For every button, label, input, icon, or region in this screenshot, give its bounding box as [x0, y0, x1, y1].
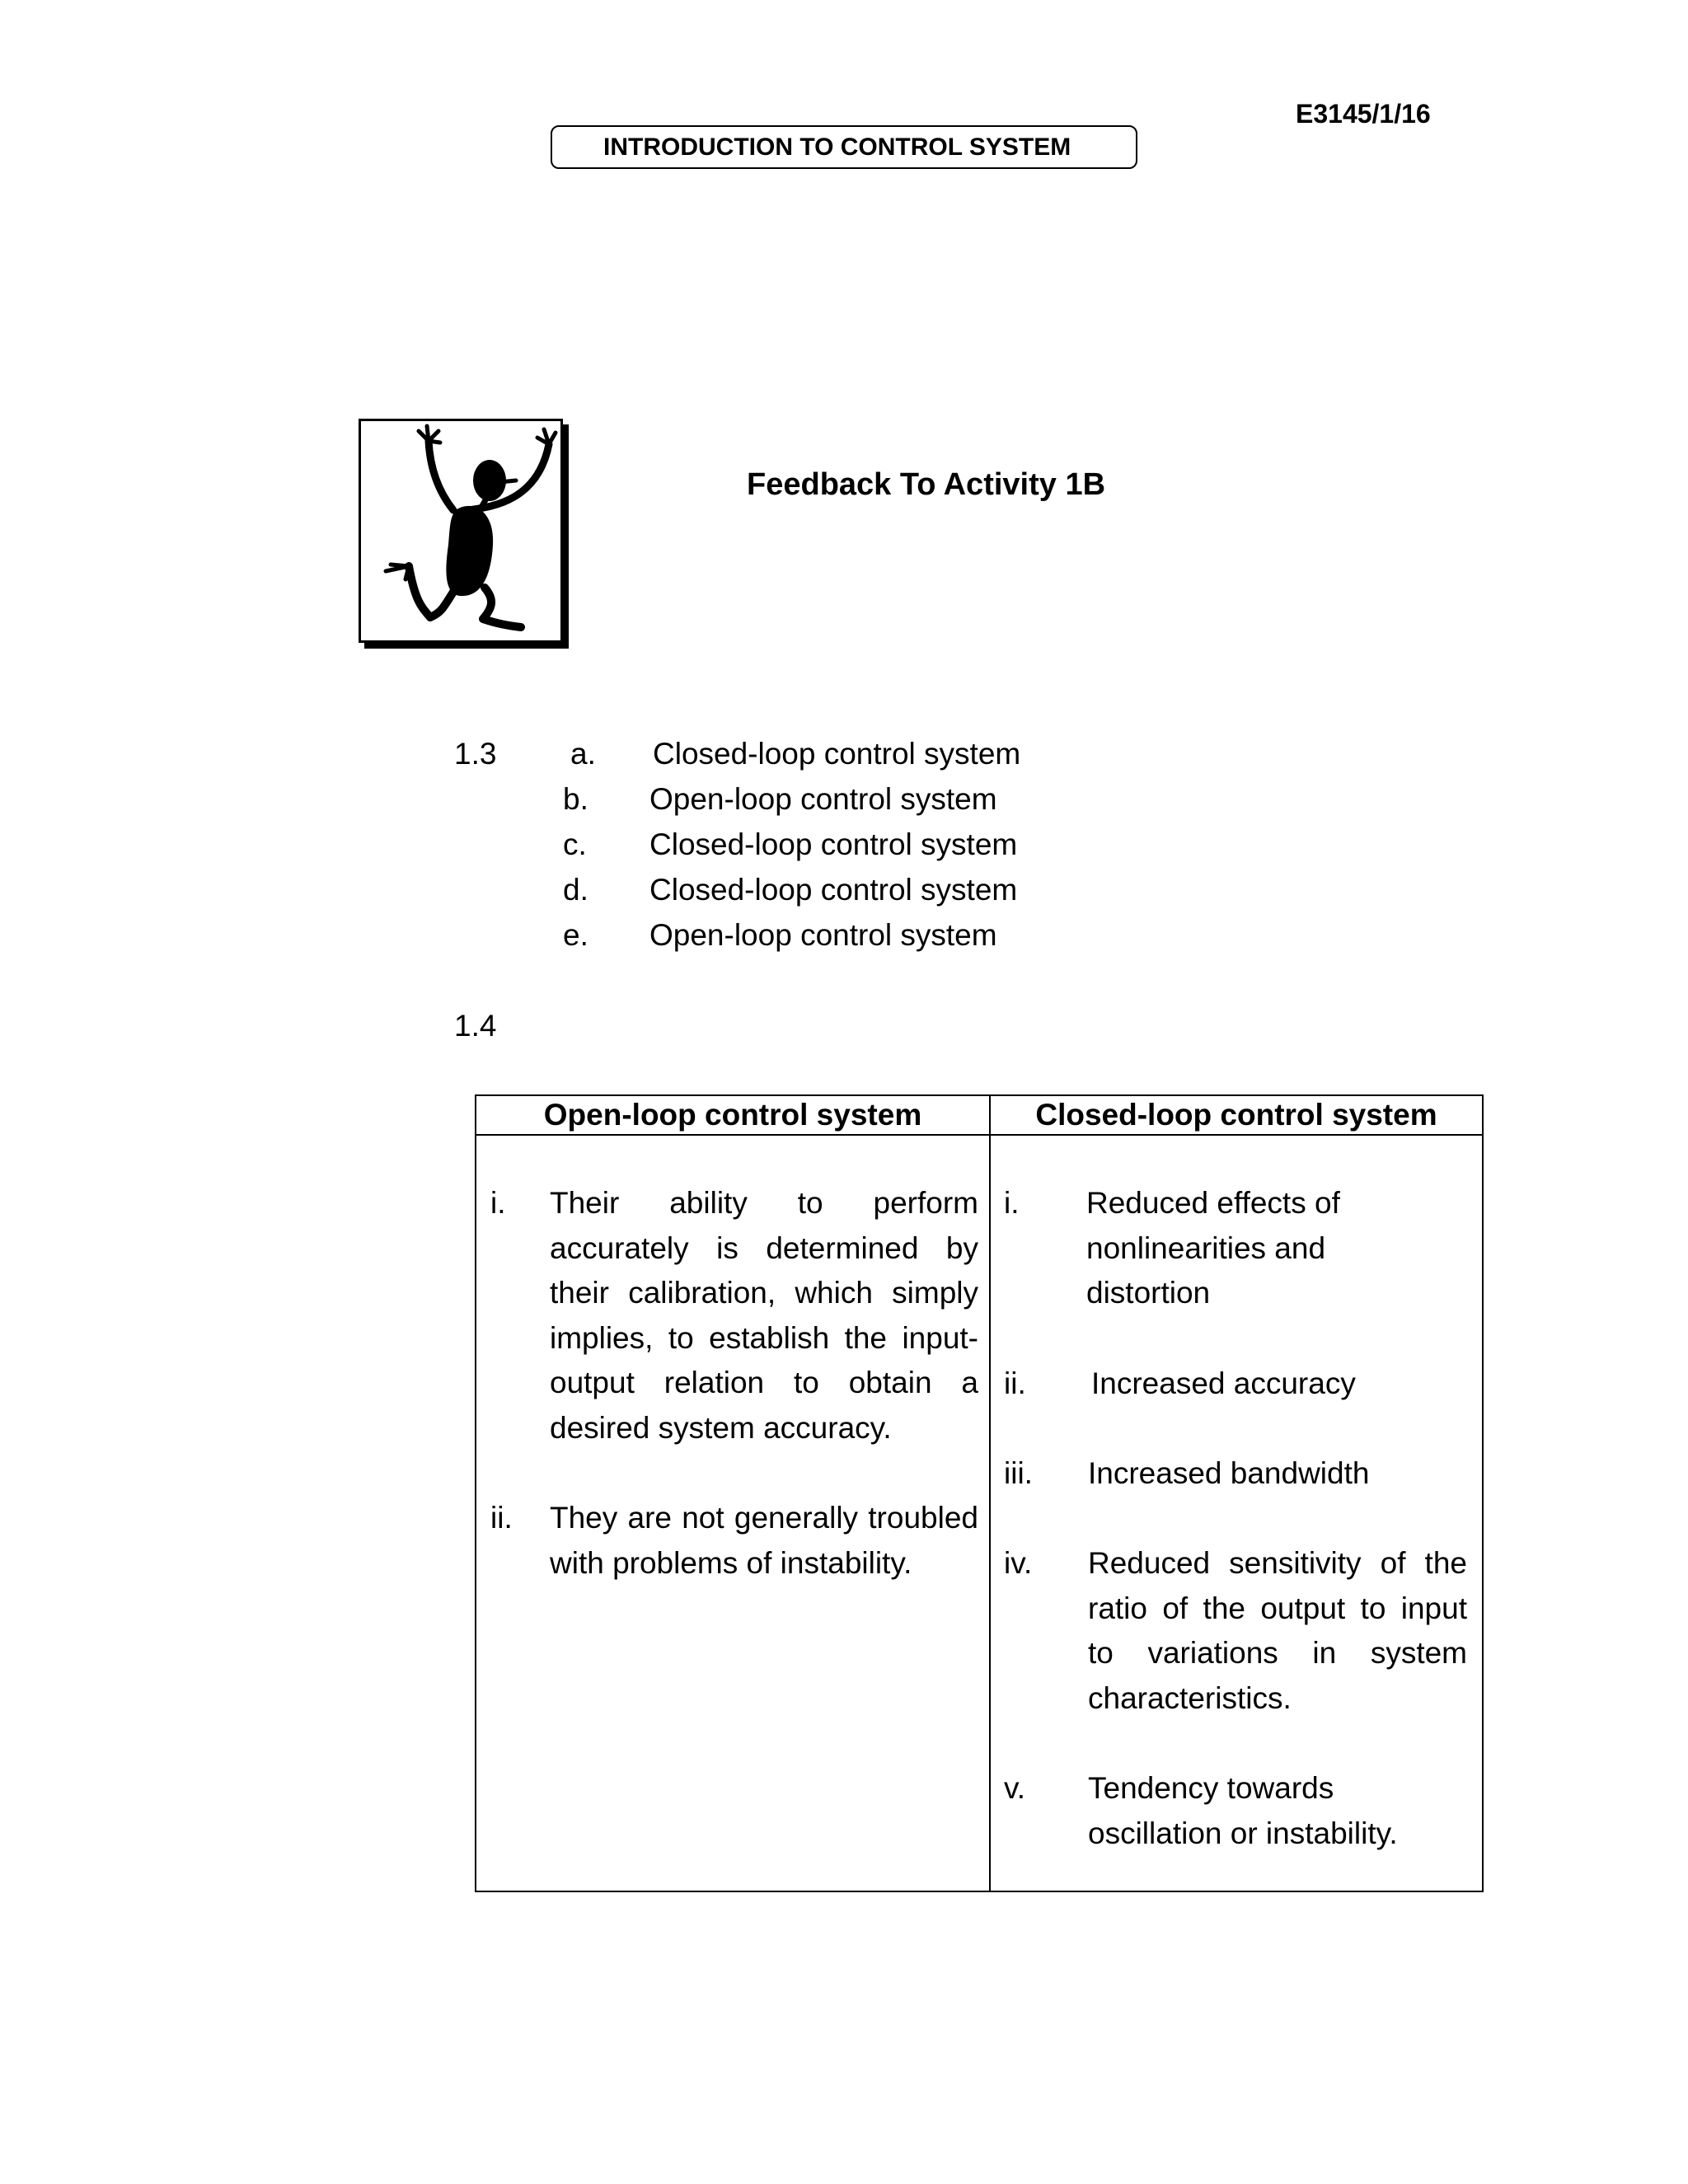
- course-title-banner: [551, 125, 1137, 169]
- closed-loop-item: [991, 1766, 1482, 1861]
- answer-text: Open-loop control system: [649, 782, 997, 816]
- question-number-1-4: 1.4: [454, 1009, 497, 1043]
- feedback-title: Feedback To Activity 1B: [747, 467, 1106, 502]
- question-number-1-3: 1.3: [454, 737, 497, 771]
- comparison-table: [475, 1094, 1484, 1892]
- item-number: i.: [1004, 1186, 1020, 1220]
- item-text: Their ability to perform accurately is determined by their calibration, which simply implies, to establish the input-output relation to obtain a desired system accuracy.: [550, 1186, 978, 1445]
- item-number: iii.: [1004, 1456, 1033, 1490]
- answer-letter: a.: [570, 737, 596, 771]
- item-number: iv.: [1004, 1546, 1033, 1580]
- item-text: They are not generally troubled with problems of instability.: [550, 1501, 978, 1580]
- open-loop-item: [476, 1181, 989, 1453]
- answer-text: Closed-loop control system: [653, 737, 1021, 771]
- closed-loop-item: [991, 1361, 1482, 1411]
- answer-text: Open-loop control system: [649, 918, 997, 952]
- item-number: v.: [1004, 1771, 1026, 1805]
- closed-loop-item: [991, 1181, 1482, 1321]
- item-number: i.: [490, 1186, 506, 1220]
- item-number: ii.: [490, 1501, 513, 1535]
- table-header-closed-loop: Closed-loop control system: [1035, 1098, 1437, 1132]
- answer-letter: c.: [563, 827, 587, 861]
- answer-letter: d.: [563, 873, 588, 907]
- table-header-divider: [476, 1134, 1482, 1136]
- answer-text: Closed-loop control system: [649, 827, 1018, 861]
- answer-letter: b.: [563, 782, 588, 816]
- item-text: Increased accuracy: [1091, 1366, 1356, 1400]
- closed-loop-item: [991, 1451, 1482, 1501]
- document-code: E3145/1/16: [1296, 99, 1431, 129]
- item-text: Tendency towards oscillation or instability.: [1088, 1771, 1398, 1850]
- closed-loop-item: [991, 1541, 1482, 1731]
- dancing-figure-icon: [361, 421, 560, 640]
- item-text: Reduced effects of nonlinearities and distortion: [1086, 1186, 1340, 1310]
- feedback-icon-frame: [359, 419, 563, 643]
- course-title: INTRODUCTION TO CONTROL SYSTEM: [603, 134, 1071, 161]
- item-text: Increased bandwidth: [1088, 1456, 1370, 1490]
- item-number: ii.: [1004, 1366, 1026, 1400]
- answer-letter: e.: [563, 918, 588, 952]
- open-loop-item: [476, 1496, 989, 1636]
- item-text: Reduced sensitivity of the ratio of the output to input to variations in system characteristics.: [1088, 1546, 1467, 1715]
- answer-text: Closed-loop control system: [649, 873, 1018, 907]
- table-header-open-loop: Open-loop control system: [543, 1098, 922, 1132]
